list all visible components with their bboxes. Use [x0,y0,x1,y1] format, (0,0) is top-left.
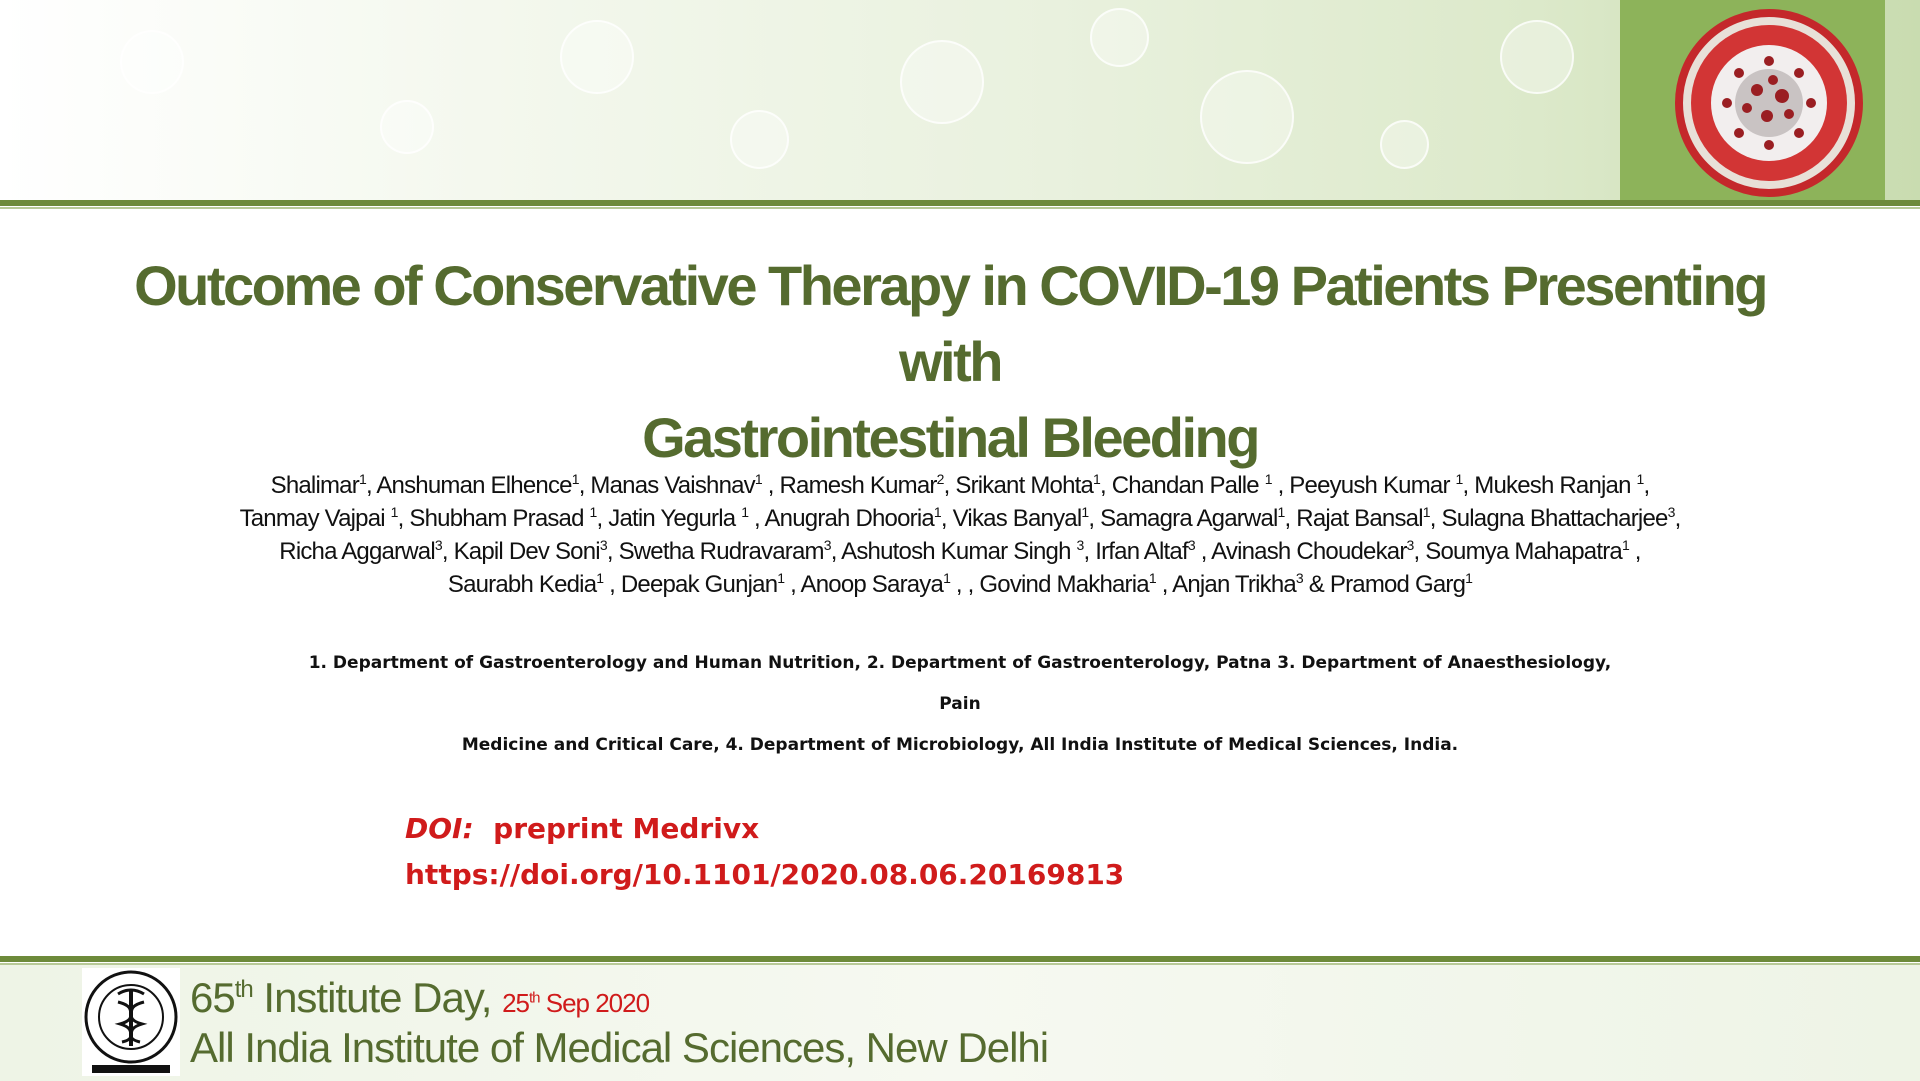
author-affiliation-number: 1 [1277,504,1285,520]
author-affiliation-number: 1 [1636,471,1644,487]
author-affiliation-number: 1 [943,570,951,586]
author-affiliation-number: 1 [1465,570,1473,586]
author-name: , Samagra Agarwal [1088,505,1278,532]
author-affiliation-number: 3 [1295,570,1303,586]
author-affiliation-number: 1 [741,504,749,520]
doi-link[interactable]: https://doi.org/10.1101/2020.08.06.20169813 [405,858,1125,891]
author-name: , Vikas Banyal [940,505,1082,532]
virus-decoration [1500,20,1574,94]
poster-title [80,248,1820,476]
author-affiliation-number: 1 [571,471,579,487]
author-name: Shalimar [270,472,359,499]
author-name: , Chandan Palle [1100,472,1265,499]
affiliations [300,643,1620,766]
title-line-1: Outcome of Conservative Therapy in COVID-19 Patients Presenting with [134,254,1766,393]
author-name: , [1674,505,1681,532]
author-name: & Pramod Garg [1302,571,1466,598]
top-banner [0,0,1920,200]
author-affiliation-number: 1 [390,504,398,520]
author-affiliation-number: 1 [1148,570,1156,586]
aiims-logo [82,968,180,1076]
author-affiliation-number: 1 [1621,537,1629,553]
author-affiliation-number: 3 [1187,537,1195,553]
doi-block [405,806,1124,898]
author-line [180,466,1740,499]
author-affiliation-number: 3 [434,537,442,553]
author-affiliation-number: 1 [1422,504,1430,520]
author-affiliation-number: 3 [1667,504,1675,520]
author-affiliation-number: 1 [1093,471,1101,487]
author-name: , Soumya Mahapatra [1413,538,1622,565]
author-name: , Ashutosh Kumar Singh [830,538,1077,565]
day-suffix: th [234,976,253,1003]
title-line-2: Gastrointestinal Bleeding [642,406,1258,469]
author-name: , Avinash Choudekar [1194,538,1407,565]
author-line [180,499,1740,532]
covid-aiims-logo [1667,8,1872,198]
author-name: Tanmay Vajpai [239,505,391,532]
virus-decoration [1090,8,1149,67]
virus-decoration [730,110,789,169]
author-name: , , Govind Makharia [950,571,1149,598]
author-name: , Srikant Mohta [943,472,1094,499]
virus-decoration [120,30,184,94]
author-name: Richa Aggarwal [279,538,435,565]
author-affiliation-number: 3 [1076,537,1084,553]
author-name: , Anjan Trikha [1155,571,1296,598]
author-name: , Jatin Yegurla [596,505,742,532]
author-name: , Mukesh Ranjan [1462,472,1637,499]
virus-decoration [1380,120,1429,169]
author-affiliation-number: 3 [823,537,831,553]
author-affiliation-number: 1 [1264,471,1272,487]
virus-decoration [900,40,984,124]
affiliation-line-1: 1. Department of Gastroenterology and Human Nutrition, 2. Department of Gastroenterology, Patna 3. Department of Anaesthesiology, Pain [308,653,1612,714]
author-affiliation-number: 1 [754,471,762,487]
author-name: , Sulagna Bhattacharjee [1429,505,1668,532]
author-affiliation-number: 3 [1406,537,1414,553]
author-name: , Deepak Gunjan [603,571,778,598]
author-name: , Anugrah Dhooria [748,505,934,532]
author-name: , [1643,472,1650,499]
banner-divider-thin [0,207,1920,209]
virus-decoration [380,100,434,154]
author-affiliation-number: 1 [1081,504,1089,520]
day-text: Institute Day, [252,974,503,1021]
author-list [180,466,1740,598]
author-affiliation-number: 1 [358,471,366,487]
author-line [180,532,1740,565]
author-name: Saurabh Kedia [447,571,597,598]
author-name: , Anoop Saraya [784,571,944,598]
author-name: , Anshuman Elhence [365,472,572,499]
author-name: , Peeyush Kumar [1271,472,1456,499]
author-affiliation-number: 3 [599,537,607,553]
virus-decoration [560,20,634,94]
author-affiliation-number: 1 [589,504,597,520]
author-name: , Swetha Rudravaram [606,538,824,565]
affiliation-line-2: Medicine and Critical Care, 4. Department of Microbiology, All India Institute of Medical Sciences, India. [461,735,1459,755]
author-affiliation-number: 1 [1455,471,1463,487]
author-name: , Shubham Prasad [397,505,590,532]
author-affiliation-number: 1 [596,570,604,586]
institute-name: All India Institute of Medical Sciences, New Delhi [190,1024,1049,1071]
author-name: , Kapil Dev Soni [441,538,600,565]
virus-decoration [1200,70,1294,164]
doi-text: preprint Medrivx [493,812,760,845]
author-affiliation-number: 1 [777,570,785,586]
banner-divider [0,200,1920,206]
author-name: , [1628,538,1641,565]
author-affiliation-number: 1 [933,504,941,520]
author-name: , Irfan Altaf [1083,538,1188,565]
author-line [180,565,1740,598]
event-date: 25th Sep 2020 [502,988,650,1018]
author-name: , Ramesh Kumar [761,472,937,499]
author-name: , Manas Vaishnav [578,472,755,499]
author-affiliation-number: 2 [936,471,944,487]
author-name: , Rajat Bansal [1284,505,1423,532]
day-number: 65 [190,974,235,1021]
doi-label: DOI: [405,812,474,845]
